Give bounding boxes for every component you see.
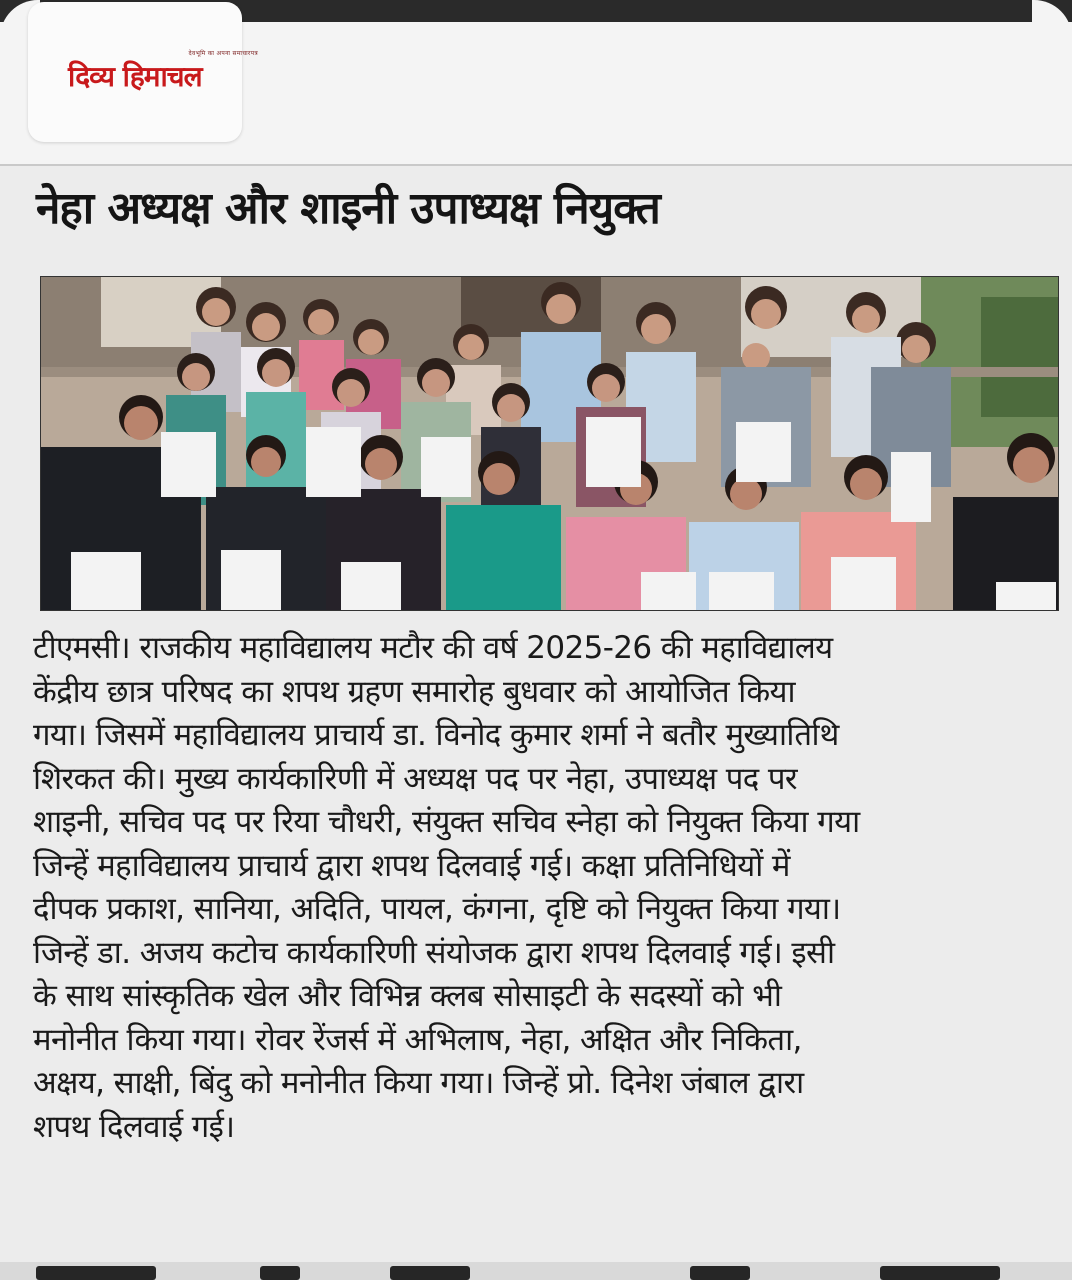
article-line: केंद्रीय छात्र परिषद का शपथ ग्रहण समारोह बुधवार को आयोजित किया: [33, 673, 795, 710]
article-line: मनोनीत किया गया। रोवर रेंजर्स में अभिलाष, नेहा, अक्षित और निकिता,: [33, 1021, 802, 1058]
logo-tagline: देवभूमि का अपना समाचारपत्र: [188, 50, 258, 57]
article-line: शपथ दिलवाई गई।: [33, 1108, 235, 1145]
article-body: [33, 627, 1053, 1149]
article-line: अक्षय, साक्षी, बिंदु को मनोनीत किया गया। जिन्हें प्रो. दिनेश जंबाल द्वारा: [33, 1065, 804, 1101]
article-line: जिन्हें महाविद्यालय प्राचार्य द्वारा शपथ दिलवाई गई। कक्षा प्रतिनिधियों में: [33, 847, 790, 884]
article-line: गया। जिसमें महाविद्यालय प्राचार्य डा. विनोद कुमार शर्मा ने बतौर मुख्यातिथि: [33, 717, 839, 753]
article-line: टीएमसी। राजकीय महाविद्यालय मटौर की वर्ष 2025-26 की महाविद्यालय: [33, 630, 833, 666]
article-line: जिन्हें डा. अजय कटोच कार्यकारिणी संयोजक द्वारा शपथ दिलवाई गई। इसी: [33, 934, 835, 971]
article-headline: नेहा अध्यक्ष और शाइनी उपाध्यक्ष नियुक्त: [36, 183, 660, 234]
newspaper-logo-card[interactable]: [28, 2, 258, 142]
group-photo: [41, 277, 1058, 610]
article-line: के साथ सांस्कृतिक खेल और विभिन्न क्लब सोसाइटी के सदस्यों को भी: [33, 978, 782, 1014]
newspaper-logo: दिव्य हिमाचल: [68, 60, 202, 93]
article-line: शिरकत की। मुख्य कार्यकारिणी में अध्यक्ष पद पर नेहा, उपाध्यक्ष पद पर: [33, 760, 797, 797]
group-photo-icon: [40, 276, 1059, 611]
article-line: शाइनी, सचिव पद पर रिया चौधरी, संयुक्त सचिव स्नेहा को नियुक्त किया गया: [33, 804, 860, 840]
article-line: दीपक प्रकाश, सानिया, अदिति, पायल, कंगना, दृष्टि को नियुक्त किया गया।: [33, 891, 841, 927]
